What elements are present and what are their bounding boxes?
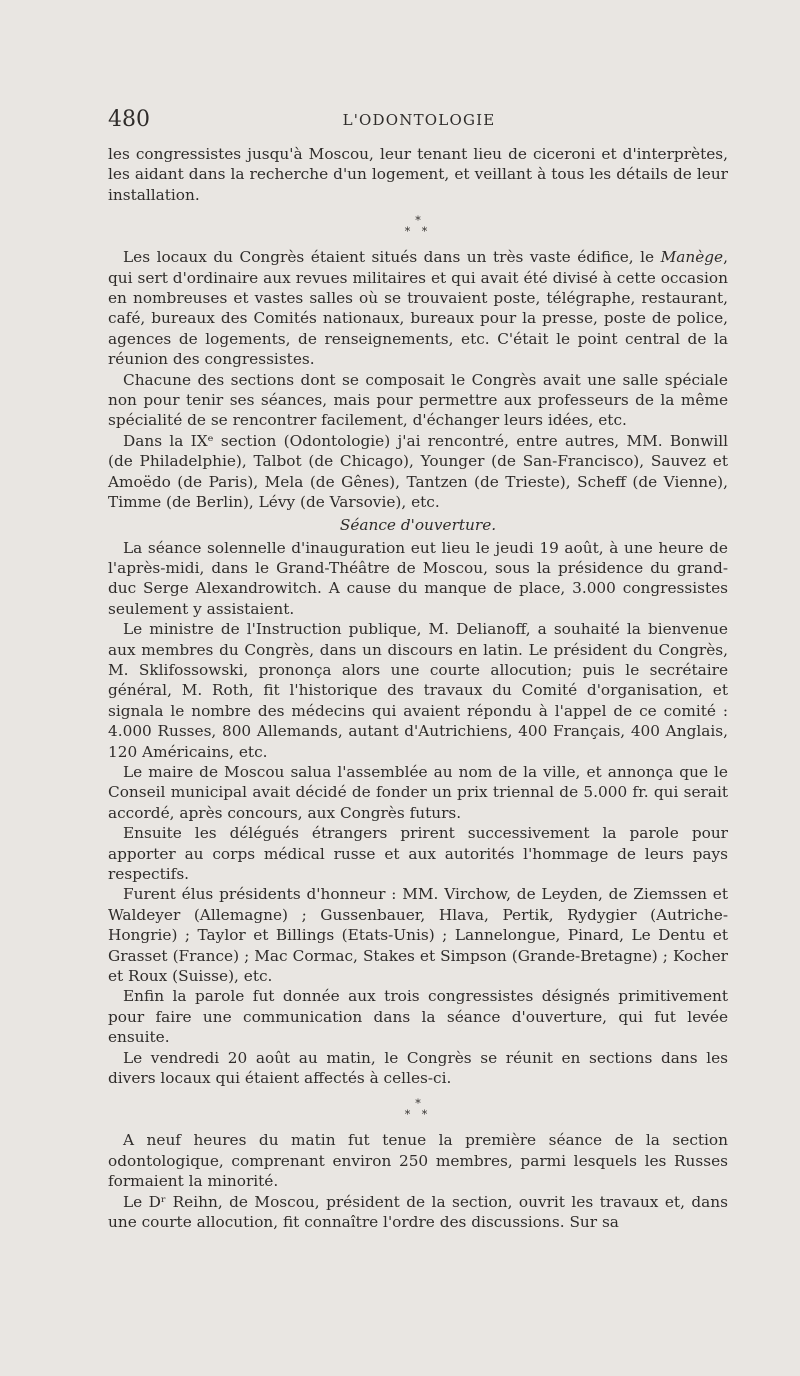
- asterism-star-top: *: [415, 214, 421, 228]
- paragraph-10: Enfin la parole fut donnée aux trois congressistes désignés primitivement pour faire une communication dans la séance d'ouverture, qui fut levée ensuite.: [108, 987, 728, 1047]
- body-text: [108, 144, 728, 1233]
- paragraph-4: Dans la IXᵉ section (Odontologie) j'ai rencontré, entre autres, MM. Bonwill (de Philadelphie), Talbot (de Chicago), Younger (de San-Francisco), Sauvez et Amoëdo (de Paris), Mela (de Gênes), Tantzen (de Trieste), Scheff (de Vienne), Timme (de Berlin), Lévy (de Varsovie), etc.: [108, 431, 728, 512]
- paragraph-6: Le ministre de l'Instruction publique, M. Delianoff, a souhaité la bienvenue aux membres du Congrès, dans un discours en latin. Le président du Congrès, M. Sklifossowski, prononça alors une courte allocution; puis le secrétaire général, M. Roth, fit l'historique des travaux du Comité d'organisation, et signala le nombre des médecins qui avaient répondu à l'appel de ce comité : 4.000 Russes, 800 Allemands, autant d'Autrichiens, 400 Français, 400 Anglais, 120 Américains, etc.: [108, 620, 728, 761]
- paragraph-12: A neuf heures du matin fut tenue la première séance de la section odontologique, comprenant environ 250 membres, parmi lesquels les Russes formaient la minorité.: [108, 1131, 728, 1191]
- paragraph-11: Le vendredi 20 août au matin, le Congrès se réunit en sections dans les divers locaux qui étaient affectés à celles-ci.: [108, 1048, 728, 1088]
- asterism-1: [108, 205, 728, 247]
- paragraph-3: Chacune des sections dont se composait le Congrès avait une salle spéciale non pour tenir ses séances, mais pour permettre aux professeurs de la même spécialité de se rencontrer facilement, d'échanger leurs idées, etc.: [108, 370, 728, 430]
- paragraph-2-text-b: , qui sert d'ordinaire aux revues militaires et qui avait été divisé à cette occasion en nombreuses et vastes salles où se trouvaient poste, télégraphe, restaurant, café, bureaux des Comités nationaux, bureaux pour la presse, poste de police, agences de logements, de renseignements, etc. C'était le point central de la réunion des congressistes.: [108, 248, 728, 369]
- asterism-stars-bottom: * *: [404, 1108, 432, 1122]
- paragraph-1: les congressistes jusqu'à Moscou, leur tenant lieu de ciceroni et d'interprètes, les aidant dans la recherche d'un logement, et veillant à tous les détails de leur installation.: [108, 145, 728, 204]
- paragraph-9: Furent élus présidents d'honneur : MM. Virchow, de Leyden, de Ziemssen et Waldeyer (Allemagne) ; Gussenbauer, Hlava, Pertik, Rydygier (Autriche-Hongrie) ; Taylor et Billings (Etats-Unis) ; Lannelongue, Pinard, Le Dentu et Grasset (France) ; Mac Cormac, Stakes et Simpson (Grande-Bretagne) ; Kocher et Roux (Suisse), etc.: [108, 885, 728, 986]
- paragraph-2: [108, 247, 728, 369]
- asterism-star-top: *: [415, 1097, 421, 1111]
- paragraph-8: Ensuite les délégués étrangers prirent successivement la parole pour apporter au corps médical russe et aux autorités l'hommage de leurs pays respectifs.: [108, 824, 728, 883]
- running-title: L'ODONTOLOGIE: [342, 111, 496, 129]
- paragraph-13: Le Dʳ Reihn, de Moscou, président de la section, ouvrit les travaux et, dans une courte allocution, fit connaître l'ordre des discussions. Sur sa: [108, 1192, 728, 1232]
- paragraph-7: Le maire de Moscou salua l'assemblée au nom de la ville, et annonça que le Conseil municipal avait décidé de fonder un prix triennal de 5.000 fr. qui serait accordé, après concours, aux Congrès futurs.: [108, 762, 728, 822]
- paragraph-2-italic: Manège: [660, 248, 724, 267]
- paragraph-2-text-a: Les locaux du Congrès étaient situés dans un très vaste édifice, le: [123, 248, 661, 267]
- asterism-stars-bottom: * *: [404, 225, 432, 239]
- asterism-2: [108, 1088, 728, 1130]
- page-header: [108, 105, 730, 135]
- section-heading: Séance d'ouverture.: [339, 515, 497, 534]
- page-number: 480: [108, 107, 150, 132]
- paragraph-5: La séance solennelle d'inauguration eut lieu le jeudi 19 août, à une heure de l'après-midi, dans le Grand-Théâtre de Moscou, sous la présidence du grand-duc Serge Alexandrowitch. A cause du manque de place, 3.000 congressistes seulement y assistaient.: [108, 538, 728, 618]
